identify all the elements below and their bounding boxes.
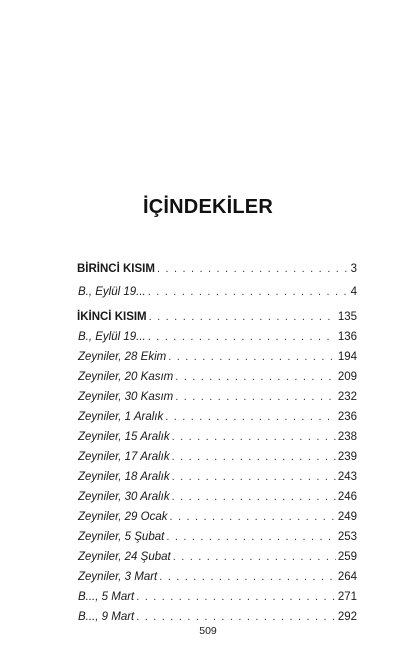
toc-entry-label: Zeyniler, 18 Aralık <box>78 471 170 483</box>
leader-dots <box>165 407 336 427</box>
leader-dots <box>136 587 336 607</box>
toc-page-number: 246 <box>337 491 357 503</box>
leader-dots <box>166 527 336 547</box>
toc-entry-label: İKİNCİ KISIM <box>77 311 147 323</box>
leader-dots <box>172 427 336 447</box>
toc-entry <box>77 387 357 407</box>
toc-section-part-two <box>77 307 357 327</box>
toc-entry <box>77 527 357 547</box>
leader-dots <box>173 547 336 567</box>
toc-entry <box>77 367 357 387</box>
leader-dots <box>169 507 335 527</box>
toc-page-number: 232 <box>337 391 357 403</box>
leader-dots <box>148 327 336 347</box>
toc-entry-label: Zeyniler, 15 Aralık <box>78 431 170 443</box>
toc-page-number: 236 <box>337 411 357 423</box>
toc-entry-label: BİRİNCİ KISIM <box>77 263 155 275</box>
toc-entry-label: Zeyniler, 30 Aralık <box>78 491 170 503</box>
toc-page-number: 264 <box>337 571 357 583</box>
toc-page-number: 238 <box>337 431 357 443</box>
toc-entry <box>77 427 357 447</box>
toc-page-number: 239 <box>337 451 357 463</box>
leader-dots <box>149 307 336 327</box>
leader-dots <box>175 387 336 407</box>
toc-page-number: 194 <box>337 351 357 363</box>
toc-entry <box>77 567 357 587</box>
toc-entry-label: Zeyniler, 30 Kasım <box>78 391 174 403</box>
toc-page-number: 3 <box>350 263 357 275</box>
toc-page-number: 209 <box>337 371 357 383</box>
toc-entry <box>77 467 357 487</box>
toc-entry <box>77 347 357 367</box>
toc-entry <box>77 327 357 347</box>
toc-entry <box>77 282 357 302</box>
toc-entry <box>77 487 357 507</box>
leader-dots <box>148 282 349 302</box>
toc-entry <box>77 607 357 627</box>
toc-section-part-one <box>77 259 357 279</box>
toc-entry-label: Zeyniler, 5 Şubat <box>78 531 165 543</box>
toc-entry-label: B., Eylül 19... <box>78 286 146 298</box>
toc-page-number: 135 <box>337 311 357 323</box>
toc-entry-label: B., Eylül 19... <box>78 331 146 343</box>
leader-dots <box>172 447 336 467</box>
toc-entry-label: Zeyniler, 1 Aralık <box>78 411 164 423</box>
toc-entry-label: B..., 5 Mart <box>78 591 135 603</box>
toc-entry <box>77 587 357 607</box>
toc-entry-label: Zeyniler, 17 Aralık <box>78 451 170 463</box>
toc-page-number: 4 <box>350 286 357 298</box>
leader-dots <box>136 607 336 627</box>
leader-dots <box>172 467 336 487</box>
toc-entry <box>77 407 357 427</box>
toc-entry-label: B..., 9 Mart <box>78 611 135 623</box>
toc-entry-label: Zeyniler, 24 Şubat <box>78 551 171 563</box>
page-number-footer: 509 <box>199 625 217 637</box>
leader-dots <box>159 567 336 587</box>
table-of-contents <box>77 259 357 627</box>
page-title: İÇİNDEKİLER <box>143 196 273 218</box>
toc-page-number: 136 <box>337 331 357 343</box>
toc-entry-label: Zeyniler, 3 Mart <box>78 571 158 583</box>
toc-entry <box>77 507 357 527</box>
toc-page-number: 243 <box>337 471 357 483</box>
leader-dots <box>157 259 349 279</box>
toc-page-number: 259 <box>337 551 357 563</box>
leader-dots <box>168 347 336 367</box>
toc-page-number: 292 <box>337 611 357 623</box>
toc-entry-label: Zeyniler, 20 Kasım <box>78 371 174 383</box>
toc-entry <box>77 447 357 467</box>
toc-entry-label: Zeyniler, 28 Ekim <box>78 351 167 363</box>
toc-page-number: 271 <box>337 591 357 603</box>
leader-dots <box>172 487 336 507</box>
toc-page-number: 249 <box>337 511 357 523</box>
toc-entry-label: Zeyniler, 29 Ocak <box>78 511 168 523</box>
toc-entry <box>77 547 357 567</box>
leader-dots <box>175 367 336 387</box>
toc-page-number: 253 <box>337 531 357 543</box>
